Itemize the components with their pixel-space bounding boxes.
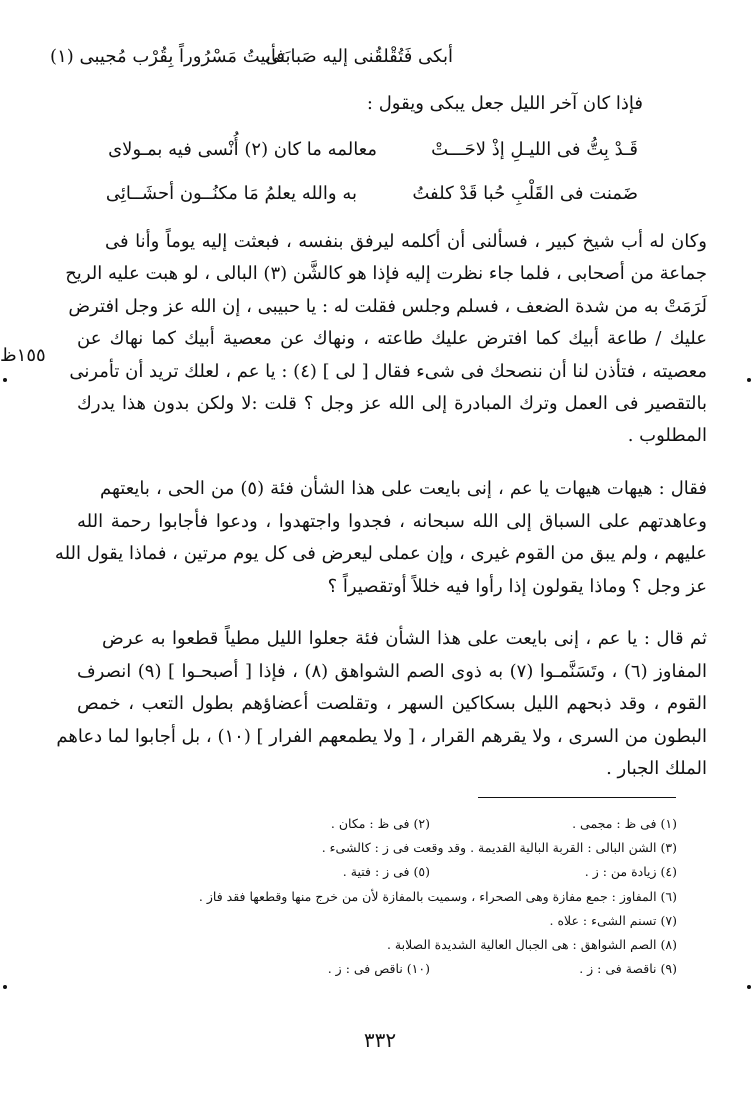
- footnote-3: (٣) الشن البالى : القربة البالية القديمة . وقد وقعت فى ز : كالشىء .: [321, 840, 677, 855]
- paragraph-3-line: الملك الجبار .: [606, 758, 707, 779]
- paragraph-2-line: فقال : هيهات هيهات يا عم ، إنى بايعت على هذا الشأن فئة (٥) من الحى ، بايعتهم: [100, 478, 707, 499]
- paragraph-1-line: عليك / طاعة أبيك كما افترض عليك طاعته ، ونهاك عن معصية أبيك كما نهاك عن: [77, 328, 707, 349]
- paragraph-2-line: عليهم ، ولم يبق من القوم غيرى ، وإن عملى ليعرض فى كل يوم مرتين ، فماذا يقول الله: [54, 543, 707, 564]
- verse-1-left-hemistich: فأبيتُ مَسْرُوراً بِقُرْب مُجيبى (١): [50, 46, 285, 67]
- paragraph-2-line: عز وجل ؟ وماذا يقولون إذا رأوا فيه خللاً أوتقصيراً ؟: [327, 576, 707, 597]
- verse-2-left-hemistich: معالمه ما كان (٢) أُنْسى فيه بمـولاى: [108, 139, 377, 160]
- verse-2-right-hemistich: قَـدْ بِتُّ فى الليـلِ إذْ لاحَـــتْ: [431, 139, 638, 160]
- verse-3-right-hemistich: ضَمنت فى القَلْبِ حُبا قَدْ كلفتُ: [412, 183, 638, 204]
- paragraph-3-line: ثم قال : يا عم ، إنى بايعت على هذا الشأن فئة جعلوا الليل مطياً قطعوا به عرض: [102, 628, 708, 649]
- footnote-separator: [478, 797, 676, 798]
- verse-intro-line: فإذا كان آخر الليل جعل يبكى ويقول :: [366, 93, 643, 114]
- paragraph-1-line: وكان له أب شيخ كبير ، فسألنى أن أكلمه ليرفق بنفسه ، فبعثت إليه يوماً وأنا فى: [105, 231, 707, 252]
- footnote-7: (٧) تسنم الشىء : علاه .: [549, 913, 677, 928]
- scan-edge-dot: [747, 378, 751, 382]
- footnote-4: (٤) زيادة من : ز .: [584, 864, 677, 879]
- scan-edge-dot: [747, 985, 751, 989]
- footnote-1: (١) فى ظ : مجمى .: [572, 816, 677, 831]
- verse-3-left-hemistich: به والله يعلمُ مَا مكنُــون أحشَــائِى: [105, 183, 357, 204]
- footnote-2: (٢) فى ظ : مكان .: [330, 816, 430, 831]
- paragraph-3-line: البطون من السرى ، ولا يقرهم القرار ، [ ولا يطمعهم الفرار ] (١٠) ، بل أجابوا لما دعاهم: [56, 726, 707, 747]
- scan-edge-dot: [3, 985, 7, 989]
- paragraph-1-line: بالتقصير فى العمل وترك المبادرة إلى الله عز وجل ؟ قلت :لا ولكن بدون هذا يدرك: [77, 393, 707, 414]
- footnote-8: (٨) الصم الشواهق : هى الجبال العالية الشديدة الصلابة .: [386, 937, 677, 952]
- footnote-5: (٥) فى ز : فتية .: [342, 864, 430, 879]
- paragraph-2-line: وعاهدتهم على السباق إلى الله سبحانه ، فجدوا واجتهدوا ، ودعوا فأجابوا رحمة الله: [77, 511, 707, 532]
- folio-margin-note: ١٥٥ظ: [0, 345, 46, 366]
- footnote-6: (٦) المفاوز : جمع مفازة وهى الصحراء ، وسميت بالمفازة لأن من خرج منها وقطعها فقد فاز .: [198, 889, 677, 904]
- scan-edge-dot: [3, 378, 7, 382]
- paragraph-1-line: جماعة من أصحابى ، فلما جاء نظرت إليه فإذا هو كالشَّن (٣) البالى ، لو هبت عليه الريح: [65, 263, 707, 284]
- footnote-9: (٩) ناقصة فى : ز .: [579, 961, 677, 976]
- paragraph-1-line: لَرَمَتْ به من شدة الضعف ، فسلم وجلس فقلت له : يا حبيبى ، إن الله عز وجل افترض: [68, 296, 707, 317]
- page-number: ٣٣٢: [363, 1028, 397, 1052]
- paragraph-3-line: القوم ، وقد ذبحهم الليل بسكاكين السهر ، وتقلصت أعضاؤهم بطول التعب ، خمص: [77, 693, 707, 714]
- footnote-10: (١٠) ناقص فى : ز .: [327, 961, 430, 976]
- paragraph-1-line: معصيته ، فتأذن لنا أن ننصحك فى شىء فقال [ لى ] (٤) : يا عم ، لعلك تريد أن تأمرنى: [69, 361, 707, 382]
- paragraph-3-line: المفاوز (٦) ، وتَسَنَّمـوا (٧) به ذوى الصم الشواهق (٨) ، فإذا [ أصبحـوا ] (٩) انصرف: [77, 661, 707, 682]
- paragraph-1-line: المطلوب .: [627, 425, 707, 446]
- verse-1-right-hemistich: أبكى فَتُقْلقُنى إليه صَبابَتى: [265, 46, 453, 67]
